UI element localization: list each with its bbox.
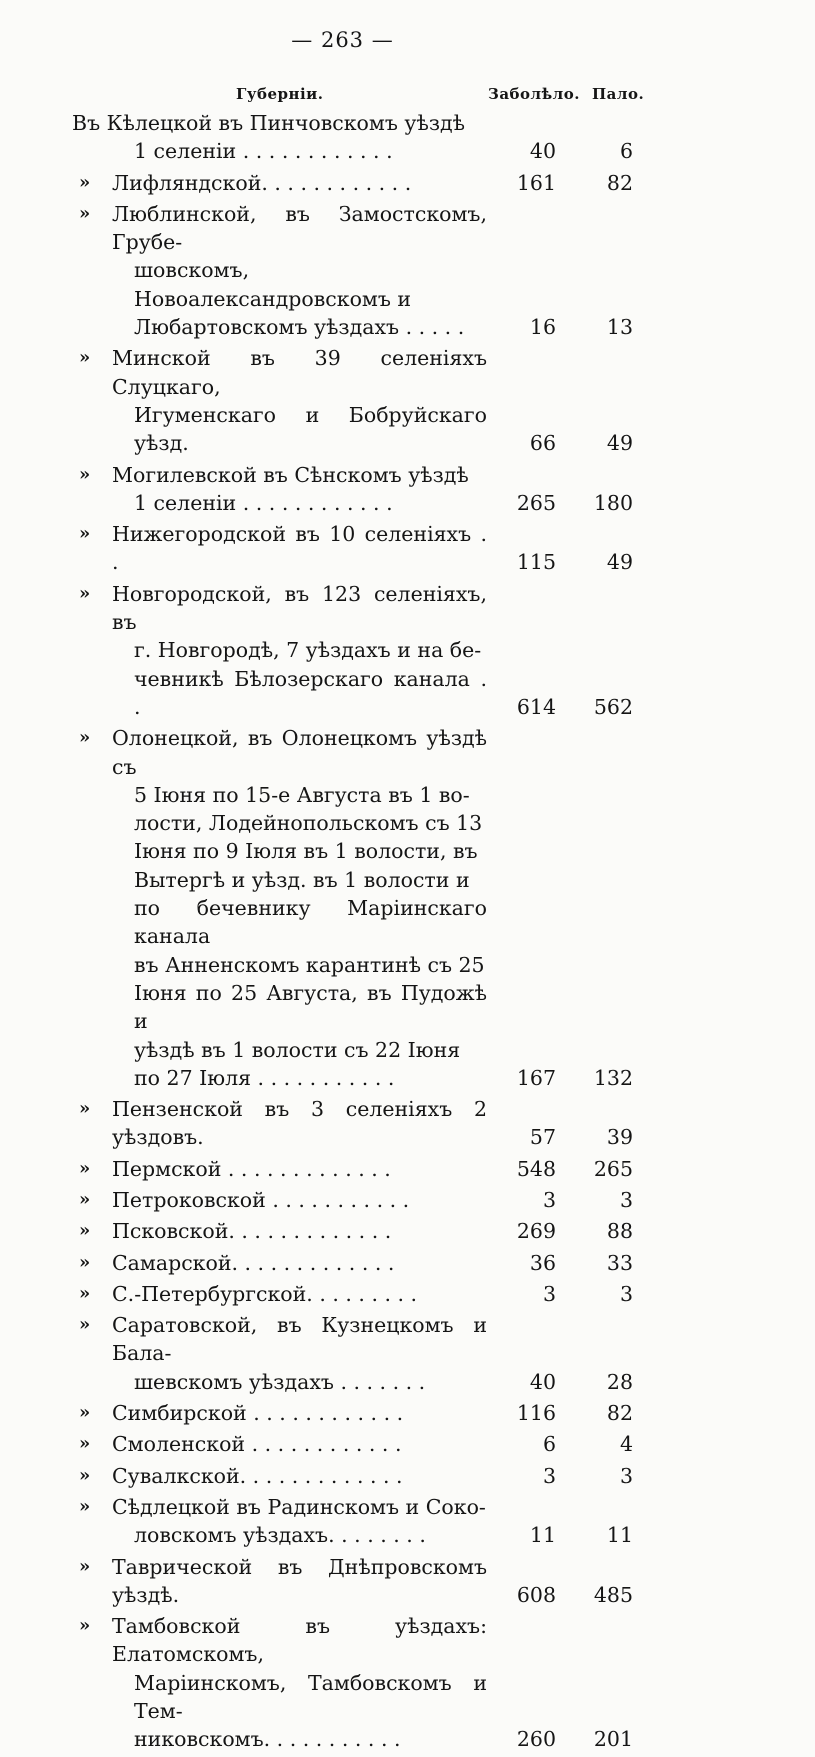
zabolelo-value: 16 [529, 315, 556, 340]
palo-value: 39 [606, 1125, 633, 1150]
zabolelo-value: 3 [542, 1281, 556, 1306]
gubernia-description [112, 200, 487, 341]
gubernia-description [112, 1493, 487, 1550]
gubernia-description [112, 1155, 487, 1183]
gubernia-description [112, 1095, 487, 1152]
text-line: Лифляндской. . . . . . . . . . . . [112, 170, 412, 195]
palo-value: 33 [606, 1250, 633, 1275]
text-line: лости, Лодейнопольскомъ съ 13 [134, 811, 483, 836]
table-row [0, 1399, 815, 1427]
ditto-mark: » [79, 1220, 91, 1242]
text-line: ловскомъ уѣздахъ. . . . . . . . [134, 1523, 426, 1548]
text-line: Смоленской . . . . . . . . . . . . [112, 1432, 402, 1457]
palo-value: 265 [593, 1156, 633, 1181]
text-line: Новгородской, въ 123 селеніяхъ, въ [112, 581, 487, 635]
gubernia-description [72, 109, 487, 166]
table-row [0, 461, 815, 518]
ditto-mark: » [79, 1402, 91, 1424]
zabolelo-value: 265 [516, 490, 556, 515]
zabolelo-value: 11 [529, 1523, 556, 1548]
text-line: Псковской. . . . . . . . . . . . . [112, 1219, 392, 1244]
ditto-mark: » [79, 1251, 91, 1273]
text-line: Любартовскомъ уѣздахъ . . . . . [134, 315, 465, 340]
text-line: Таврической въ Днѣпровскомъ уѣздѣ. [112, 1554, 487, 1607]
table-row [0, 1249, 815, 1277]
column-header-gubernii: Губерніи. [236, 85, 324, 103]
zabolelo-value: 116 [516, 1401, 556, 1426]
gubernia-description [112, 1249, 487, 1277]
table-row [0, 1311, 815, 1396]
text-line: Въ Кѣлецкой въ Пинчовскомъ уѣздѣ [72, 111, 465, 135]
gubernia-description [112, 724, 487, 1092]
text-line: Игуменскаго и Бобруйскаго уѣзд. [134, 402, 487, 456]
zabolelo-value: 608 [516, 1582, 556, 1607]
table-row [0, 724, 815, 1092]
gubernia-description [112, 344, 487, 457]
text-line: Петроковской . . . . . . . . . . . [112, 1187, 410, 1212]
table-row [0, 109, 815, 166]
text-line: по бечевнику Маріинскаго канала [134, 896, 487, 949]
palo-value: 3 [619, 1281, 633, 1306]
table-row [0, 1217, 815, 1245]
text-line: Маріинскомъ, Тамбовскомъ и Тем- [134, 1670, 487, 1724]
text-line: Сѣдлецкой въ Радинскомъ и Соко- [112, 1494, 486, 1519]
ditto-mark: » [79, 523, 91, 545]
palo-value: 82 [606, 170, 633, 195]
zabolelo-value: 36 [529, 1250, 556, 1275]
gubernia-description [112, 1553, 487, 1610]
table-row [0, 1186, 815, 1214]
palo-value: 485 [593, 1582, 633, 1607]
zabolelo-value: 548 [516, 1156, 556, 1181]
palo-value: 49 [606, 431, 633, 456]
ditto-mark: » [79, 202, 91, 224]
ditto-mark: » [79, 1157, 91, 1179]
table-row [0, 1430, 815, 1458]
zabolelo-value: 614 [516, 694, 556, 719]
ditto-mark: » [79, 1555, 91, 1577]
palo-value: 49 [606, 550, 633, 575]
palo-value: 3 [619, 1463, 633, 1488]
zabolelo-value: 40 [529, 1369, 556, 1394]
page-number: — 263 — [291, 28, 394, 52]
text-line: Іюня по 9 Іюля въ 1 волости, въ [134, 839, 478, 864]
ditto-mark: » [79, 1098, 91, 1120]
column-header-zabolelo: Заболѣло. [488, 85, 580, 103]
palo-value: 132 [593, 1065, 633, 1090]
palo-value: 180 [593, 490, 633, 515]
gubernia-description [112, 1311, 487, 1396]
zabolelo-value: 260 [516, 1727, 556, 1752]
table-row [0, 1280, 815, 1308]
zabolelo-value: 66 [529, 431, 556, 456]
column-header-palo: Пало. [592, 85, 645, 103]
palo-value: 82 [606, 1401, 633, 1426]
text-line: 1 селеніи . . . . . . . . . . . . [134, 139, 393, 164]
text-line: шовскомъ, Новоалександровскомъ и [134, 258, 412, 311]
text-line: 5 Іюня по 15-е Августа въ 1 во- [134, 782, 470, 807]
zabolelo-value: 161 [516, 170, 556, 195]
ditto-mark: » [79, 171, 91, 193]
zabolelo-value: 167 [516, 1065, 556, 1090]
table-row [0, 1553, 815, 1610]
palo-value: 11 [606, 1523, 633, 1548]
zabolelo-value: 6 [542, 1432, 556, 1457]
text-line: г. Новгородѣ, 7 уѣздахъ и на бе- [134, 638, 482, 663]
text-line: чевникѣ Бѣлозерскаго канала . . [134, 666, 487, 719]
gubernia-description [112, 1217, 487, 1245]
text-line: никовскомъ. . . . . . . . . . . [134, 1727, 401, 1752]
text-line: Самарской. . . . . . . . . . . . . [112, 1250, 395, 1275]
statistics-table [0, 109, 815, 1757]
palo-value: 201 [593, 1727, 633, 1752]
palo-value: 3 [619, 1187, 633, 1212]
table-row [0, 520, 815, 577]
zabolelo-value: 115 [516, 550, 556, 575]
text-line: Тамбовской въ уѣздахъ: Елатомскомъ, [112, 1614, 487, 1667]
gubernia-description [112, 1280, 487, 1308]
zabolelo-value: 3 [542, 1463, 556, 1488]
palo-value: 562 [593, 694, 633, 719]
text-line: въ Анненскомъ карантинѣ съ 25 [134, 952, 485, 977]
ditto-mark: » [79, 1495, 91, 1517]
text-line: шевскомъ уѣздахъ . . . . . . . [134, 1369, 426, 1394]
text-line: Минской въ 39 селеніяхъ Слуцкаго, [112, 346, 487, 399]
text-line: 1 селеніи . . . . . . . . . . . . [134, 490, 393, 515]
ditto-mark: » [79, 347, 91, 369]
zabolelo-value: 40 [529, 139, 556, 164]
ditto-mark: » [79, 582, 91, 604]
text-line: уѣздѣ въ 1 волости съ 22 Іюня [134, 1037, 461, 1062]
text-line: С.-Петербургской. . . . . . . . . [112, 1281, 418, 1306]
gubernia-description [112, 1430, 487, 1458]
text-line: Могилевской въ Сѣнскомъ уѣздѣ [112, 462, 469, 487]
zabolelo-value: 3 [542, 1187, 556, 1212]
gubernia-description [112, 520, 487, 577]
zabolelo-value: 269 [516, 1219, 556, 1244]
table-row [0, 1612, 815, 1753]
table-row [0, 1155, 815, 1183]
table-row [0, 1462, 815, 1490]
ditto-mark: » [79, 1433, 91, 1455]
gubernia-description [112, 580, 487, 721]
ditto-mark: » [79, 1615, 91, 1637]
ditto-mark: » [79, 1188, 91, 1210]
palo-value: 4 [619, 1432, 633, 1457]
ditto-mark: » [79, 727, 91, 749]
gubernia-description [112, 169, 487, 197]
palo-value: 13 [606, 315, 633, 340]
gubernia-description [112, 1399, 487, 1427]
text-line: Саратовской, въ Кузнецкомъ и Бала- [112, 1313, 487, 1366]
gubernia-description [112, 1186, 487, 1214]
text-line: Симбирской . . . . . . . . . . . . [112, 1401, 404, 1426]
text-line: Олонецкой, въ Олонецкомъ уѣздѣ съ [112, 726, 487, 779]
table-row [0, 580, 815, 721]
ditto-mark: » [79, 463, 91, 485]
palo-value: 88 [606, 1219, 633, 1244]
ditto-mark: » [79, 1464, 91, 1486]
text-line: по 27 Іюля . . . . . . . . . . . [134, 1065, 395, 1090]
gubernia-description [112, 461, 487, 518]
table-row [0, 200, 815, 341]
text-line: Пермской . . . . . . . . . . . . . [112, 1156, 391, 1181]
table-row [0, 1095, 815, 1152]
table-row [0, 1493, 815, 1550]
text-line: Іюня по 25 Августа, въ Пудожѣ и [134, 980, 487, 1034]
table-row [0, 169, 815, 197]
text-line: Сувалкской. . . . . . . . . . . . . [112, 1463, 403, 1488]
zabolelo-value: 57 [529, 1125, 556, 1150]
palo-value: 28 [606, 1369, 633, 1394]
table-row [0, 344, 815, 457]
text-line: Нижегородской въ 10 селеніяхъ . . [112, 522, 487, 575]
text-line: Вытергѣ и уѣзд. въ 1 волости и [134, 867, 470, 892]
ditto-mark: » [79, 1314, 91, 1336]
text-line: Люблинской, въ Замостскомъ, Грубе- [112, 201, 487, 255]
text-line: Пензенской въ 3 селеніяхъ 2 уѣздовъ. [112, 1097, 487, 1150]
gubernia-description [112, 1462, 487, 1490]
palo-value: 6 [619, 139, 633, 164]
ditto-mark: » [79, 1282, 91, 1304]
gubernia-description [112, 1612, 487, 1753]
